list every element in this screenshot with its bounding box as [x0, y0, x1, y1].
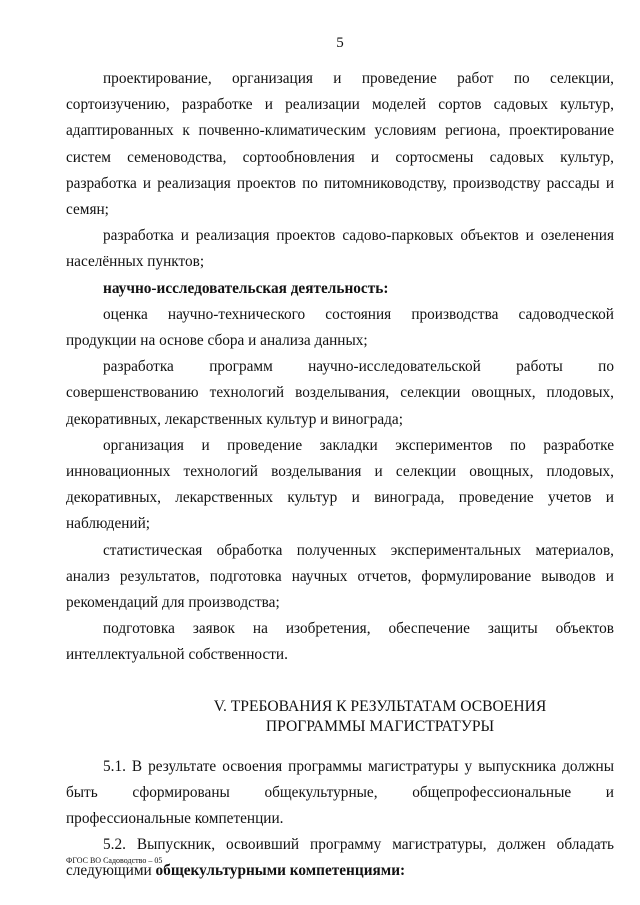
paragraph-landscape-projects: разработка и реализация проектов садово-парковых объектов и озеленения населённых пунктов;: [66, 227, 614, 271]
section-title-line-1: V. ТРЕБОВАНИЯ К РЕЗУЛЬТАТАМ ОСВОЕНИЯ: [213, 697, 547, 715]
paragraph-design-work: проектирование, организация и проведение работ по селекции, сортоизучению, разработке и реализации моделей сортов садовых культур, адаптированных к почвенно-климатическим условиям региона, проектирование систем семеноводства, сортообновления и сортосмены садовых культур, разработка и реализация проектов по питомниководству, производству рассады и семян;: [66, 70, 614, 219]
heading-research-activity: научно-исследовательская деятельность:: [103, 279, 389, 297]
document-body: [66, 66, 614, 885]
clause-5-2-bold-term: общекультурными компетенциями:: [155, 862, 406, 880]
clause-5-1: 5.1. В результате освоения программы магистратуры у выпускника должны быть сформированы общекультурные, общепрофессиональные и профессиональные компетенции.: [66, 757, 614, 828]
paragraph-statistics: статистическая обработка полученных экспериментальных материалов, анализ результатов, подготовка научных отчетов, формулирование выводов и рекомендаций для производства;: [66, 541, 614, 612]
paragraph-research-programs: разработка программ научно-исследовательской работы по совершенствованию технологий возделывания, селекции овощных, плодовых, декоративных, лекарственных культур и винограда;: [66, 358, 614, 428]
section-title: [66, 697, 614, 737]
paragraph-patents: подготовка заявок на изобретения, обеспечение защиты объектов интеллектуальной собственности.: [66, 620, 614, 664]
document-footer: ФГОС ВО Садоводство – 05: [66, 856, 163, 865]
page-number: 5: [336, 35, 344, 51]
paragraph-assessment: оценка научно-технического состояния производства садоводческой продукции на основе сбора и анализа данных;: [66, 305, 614, 350]
paragraph-experiments: организация и проведение закладки экспериментов по разработке инновационных технологий возделывания и селекции овощных, плодовых, декоративных, лекарственных культур и винограда, проведение учетов и наблюдений;: [66, 436, 614, 533]
section-title-line-2: ПРОГРАММЫ МАГИСТРАТУРЫ: [265, 717, 495, 735]
clause-5-2-text: 5.2. Выпускник, освоивший программу магистратуры, должен обладать следующими: [66, 836, 614, 880]
